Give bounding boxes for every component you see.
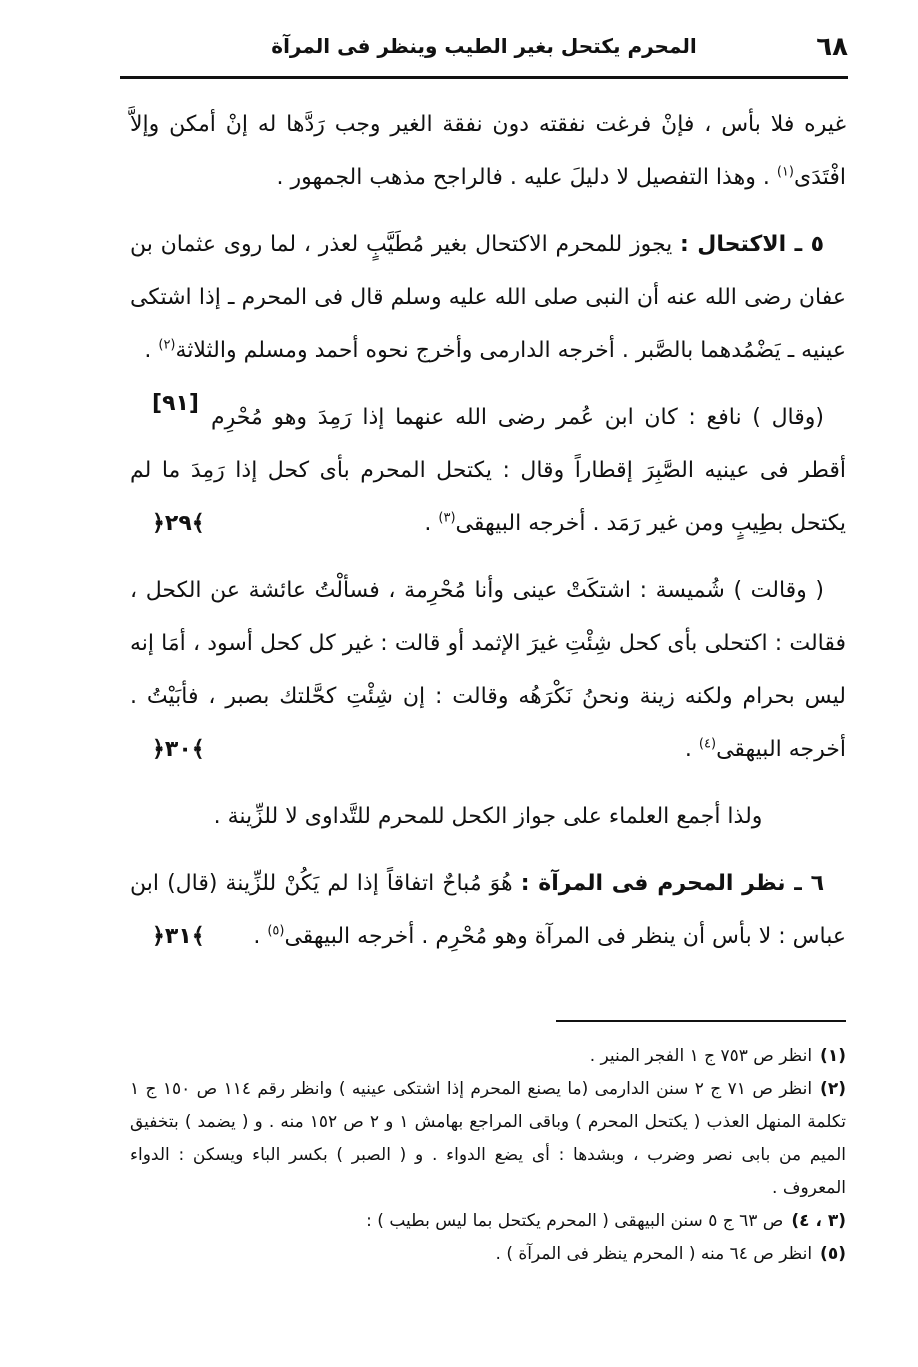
paragraph-tail: . bbox=[144, 338, 159, 363]
hadith-reference-number: [٩١] bbox=[152, 391, 199, 416]
footnotes bbox=[130, 1040, 846, 1271]
footnote-text: انظر ص ٧٥٣ ج ١ الفجر المنير . bbox=[589, 1046, 813, 1066]
footnote-item bbox=[130, 1238, 846, 1271]
footnote-marker[interactable]: (٣) bbox=[438, 510, 456, 526]
paragraph-shumaysa bbox=[130, 564, 846, 776]
paragraph-text: غيره فلا بأس ، فإنْ فرغت نفقته دون نفقة الغير وجب رَدَّها له إنْ أمكن وإلاَّ افْتَدَى bbox=[130, 112, 846, 190]
paragraph-nafi bbox=[130, 391, 846, 550]
page-number: ٦٨ bbox=[816, 32, 848, 62]
paragraph-mirror bbox=[130, 857, 846, 963]
paragraph-tail: . bbox=[684, 737, 699, 762]
hadith-reference-number: ﴿٣٠﴾ bbox=[152, 737, 205, 762]
paragraph-tail: . وهذا التفصيل لا دليلَ عليه . فالراجح مذهب الجمهور . bbox=[276, 165, 777, 190]
paragraph-text: ( وقالت ) شُميسة : اشتكَتْ عينى وأنا مُحْرِمة ، فسألْتُ عائشة عن الكحل ، فقالت : اكتحلى بأى كحل شِئْتِ غيرَ الإثمد أو قالت : غير كل كحل أسود ، أمَا إنه ليس بحرام ولكنه زينة ونحنُ نَكْرَهُه وقالت : إن شِئْتِ كحَّلتك بصبر ، فأبَيْتُ . أخرجه البيهقى bbox=[130, 578, 846, 762]
footnote-marker[interactable]: (٥) bbox=[267, 923, 285, 939]
paragraph-kohl bbox=[130, 218, 846, 416]
footnote-marker[interactable]: (٤) bbox=[698, 736, 717, 752]
paragraph-text: يجوز للمحرم الاكتحال بغير مُطَيَّبٍ لعذر ، لما روى عثمان بن عفان رضى الله عنه أن النبى صلى الله عليه وسلم قال فى المحرم ـ إذا اشتكى عينيه ـ يَضْمُدهما بالصَّبر . أخرجه الدارمى وأخرج نحوه أحمد ومسلم والثلاثة bbox=[130, 232, 846, 363]
main-text bbox=[130, 98, 846, 977]
footnote-text: انظر ص ٧١ ج ٢ سنن الدارمى (ما يصنع المحرم إذا اشتكى عينيه ) وانظر رقم ١١٤ ص ١٥٠ ج ١ تكلمة المنهل العذب ( يكتحل المحرم ) وباقى المراجع بهامش ١ و ٢ ص ١٥٢ منه . و ( يضمد ) بتخفيق الميم من بابى نصر وضرب ، وبشدها : أى يضع الدواء . و ( الصبر ) بكسر الباء ويسكن : الدواء المعروف . bbox=[130, 1079, 846, 1198]
footnote-divider bbox=[556, 1020, 846, 1022]
paragraph-tail: . bbox=[424, 511, 439, 536]
footnote-text: ص ٦٣ ج ٥ سنن البيهقى ( المحرم يكتحل بما ليس بطيب ) : bbox=[366, 1211, 784, 1231]
paragraph-tail: . bbox=[253, 924, 268, 949]
header-divider bbox=[120, 76, 848, 79]
footnote-item bbox=[130, 1073, 846, 1205]
footnote-item bbox=[130, 1205, 846, 1238]
hadith-reference-number: ﴿٣١﴾ bbox=[152, 924, 205, 949]
paragraph-1 bbox=[130, 98, 846, 204]
footnote-number: (٢) bbox=[820, 1079, 846, 1099]
section-heading-mirror: ٦ ـ نظر المحرم فى المرآة : bbox=[520, 871, 824, 896]
footnote-text: انظر ص ٦٤ منه ( المحرم ينظر فى المرآة ) . bbox=[495, 1244, 813, 1264]
hadith-reference-number: ﴿٢٩﴾ bbox=[152, 511, 205, 536]
footnote-number: (٥) bbox=[820, 1244, 846, 1264]
footnote-number: (٣ ، ٤) bbox=[791, 1211, 846, 1231]
page-header bbox=[120, 28, 848, 74]
paragraph-consensus bbox=[130, 790, 846, 843]
footnote-marker[interactable]: (٢) bbox=[158, 337, 176, 353]
footnote-item bbox=[130, 1040, 846, 1073]
running-title: المحرم يكتحل بغير الطيب وينظر فى المرآة bbox=[271, 34, 697, 58]
paragraph-text: (وقال ) نافع : كان ابن عُمر رضى الله عنهما إذا رَمِدَ وهو مُحْرِم أقطر فى عينيه الصَّبِرَ إقطاراً وقال : يكتحل المحرم بأى كحل إذا رَمِدَ ما لم يكتحل بطِيبٍ ومن غير رَمَد . أخرجه البيهقى bbox=[130, 405, 846, 536]
footnote-number: (١) bbox=[820, 1046, 846, 1066]
footnote-marker[interactable]: (١) bbox=[776, 164, 794, 180]
paragraph-text: هُوَ مُباحٌ اتفاقاً إذا لم يَكُنْ للزِّينة (قال) ابن عباس : لا بأس أن ينظر فى المرآة وهو مُحْرِم . أخرجه البيهقى bbox=[130, 871, 846, 949]
section-heading-kohl: ٥ ـ الاكتحال : bbox=[680, 232, 824, 257]
paragraph-text: ولذا أجمع العلماء على جواز الكحل للمحرم للتَّداوى لا للزِّينة . bbox=[213, 804, 763, 829]
